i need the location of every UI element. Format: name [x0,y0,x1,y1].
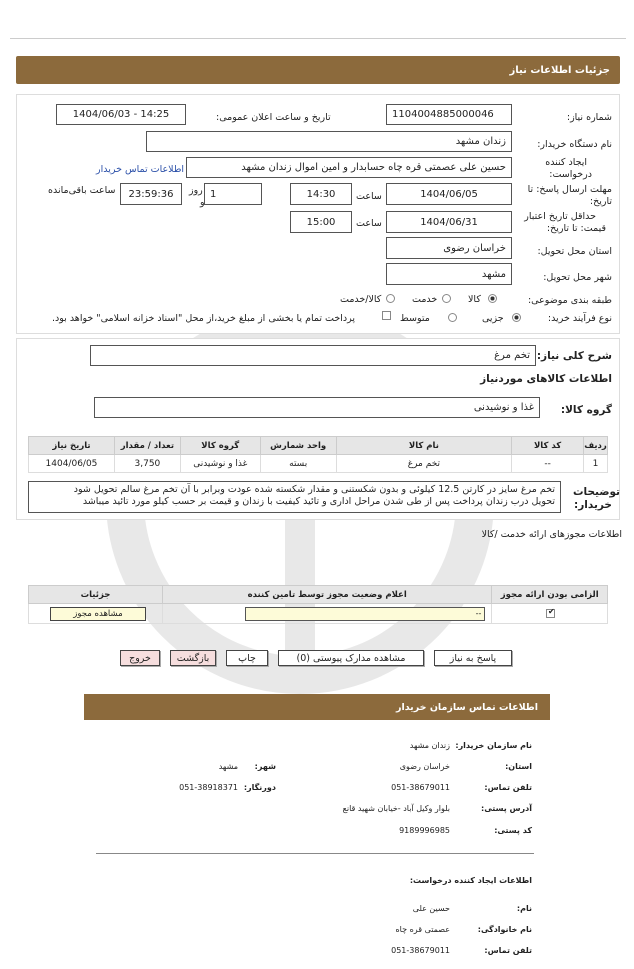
province-field: خراسان رضوی [386,237,512,259]
announce-label: تاریخ و ساعت اعلان عمومی: [216,112,331,123]
deadline-label-2: تاریخ: [589,196,612,207]
days-field: 1 [204,183,262,205]
remaining-time-field: 23:59:36 [120,183,182,205]
creator-label-2: درخواست: [549,169,592,180]
goods-table [28,436,608,473]
contact-org-value: زندان مشهد [409,741,450,750]
col-group: گروه کالا [180,437,260,455]
and-label: و [200,197,205,208]
buyer-notes-label-2: خریدار: [574,499,612,511]
contact-fax-value: 051-38918371 [179,783,238,792]
buyer-notes-line-2: تحویل درب زندان پرداخت پس از طی شدن مراحل اداری و تائید کیفیت با زندان و قیمت بر حسب کیلو مورد تائید میباشد [82,496,555,507]
permit-status-cell [162,604,491,624]
cell-code: -- [512,455,584,473]
validity-time-label: ساعت [356,218,382,229]
table-row [29,604,608,624]
validity-label-1: حداقل تاریخ اعتبار [524,211,596,222]
remaining-label: ساعت باقی‌مانده [48,185,116,196]
process-label: نوع فرآیند خرید: [547,313,612,324]
creator-name-value: حسین علی [412,904,450,913]
page-title: جزئیات اطلاعات نیاز [509,65,610,76]
col-qty: تعداد / مقدار [114,437,180,455]
contact-address-value: بلوار وکیل آباد -خیابان شهید قانع [342,804,450,813]
validity-time-field: 15:00 [290,211,352,233]
goods-group-field: غذا و نوشیدنی [94,397,540,418]
check-mark-icon: ✔ [548,606,555,616]
goods-info-heading: اطلاعات کالاهای موردنیاز [480,373,612,385]
creator-family-label: نام خانوادگی: [477,925,532,934]
cell-name: تخم مرغ [336,455,512,473]
goods-table-header [29,437,608,455]
need-number-field: 1104004885000046 [386,104,512,125]
category-both-label: کالا/خدمت [340,294,382,305]
col-date: تاریخ نیاز [29,437,115,455]
validity-label-2: قیمت: تا تاریخ: [546,223,606,234]
payment-note: پرداخت تمام یا بخشی از مبلغ خرید،از محل "اسناد خزانه اسلامی" خواهد بود. [52,313,355,324]
contact-province-label: استان: [505,762,532,771]
permit-details-cell [29,604,163,624]
permits-heading: اطلاعات مجوزهای ارائه خدمت /کالا [481,529,622,540]
validity-date-field: 1404/06/31 [386,211,512,233]
contact-header-title: اطلاعات تماس سازمان خریدار [395,702,538,713]
contact-postal-label: کد پستی: [494,826,532,835]
creator-family-value: عصمتی قره چاه [395,925,450,934]
province-label: استان محل تحویل: [537,246,612,257]
col-permit-details: جزئیات [29,586,163,604]
top-divider [10,38,626,39]
city-field: مشهد [386,263,512,285]
col-permit-required: الزامی بودن ارائه مجوز [492,586,608,604]
goods-group-label: گروه کالا: [560,404,612,416]
contact-postal-value: 9189996985 [399,826,450,835]
col-unit: واحد شمارش [260,437,336,455]
exit-button[interactable]: خروج [120,650,160,666]
permit-required-cell [492,604,608,624]
contact-phone-label: تلفن تماس: [484,783,532,792]
city-label: شهر محل تحویل: [543,272,612,283]
process-medium-label: متوسط [400,313,430,324]
contact-org-label: نام سازمان خریدار: [455,741,532,750]
category-both-radio[interactable] [386,294,395,303]
payment-treasury-checkbox[interactable] [382,311,391,320]
col-name: نام کالا [336,437,512,455]
contact-divider [96,853,534,854]
view-permit-button[interactable]: مشاهده مجوز [50,607,146,621]
cell-date: 1404/06/05 [29,455,115,473]
category-label: طبقه بندی موضوعی: [527,295,612,306]
process-medium-radio[interactable] [448,313,457,322]
category-service-radio[interactable] [442,294,451,303]
contact-header [84,694,550,720]
cell-group: غذا و نوشیدنی [180,455,260,473]
permits-table [28,585,608,624]
buyer-org-field: زندان مشهد [146,131,512,152]
buyer-notes-box [28,481,561,513]
contact-city-label: شهر: [254,762,276,771]
buyer-org-label: نام دستگاه خریدار: [537,139,612,150]
deadline-time-label: ساعت [356,191,382,202]
creator-phone-label: تلفن تماس: [484,946,532,955]
permit-status-field[interactable]: -- [245,607,485,621]
category-service-label: خدمت [412,294,438,305]
contact-province-value: خراسان رضوی [399,762,450,771]
deadline-label-1: مهلت ارسال پاسخ: تا [527,184,612,195]
print-button[interactable]: چاپ [226,650,268,666]
creator-label-1: ایجاد کننده [545,157,587,168]
contact-phone-value: 051-38679011 [391,783,450,792]
col-permit-status: اعلام وضعیت مجوز توسط تامین کننده [162,586,491,604]
summary-field: تخم مرغ [90,345,536,366]
buyer-notes-line-1: تخم مرغ سایز در کارتن 12.5 کیلوئی و بدون شکستنی و مقدار شکسته شده عودت وبرابر با آن تخم مرغ سالم تحویل شود [73,484,555,495]
back-button[interactable]: بازگشت [170,650,216,666]
col-code: کد کالا [512,437,584,455]
category-goods-label: کالا [468,294,481,305]
creator-name-label: نام: [516,904,532,913]
contact-fax-label: دورنگار: [243,783,276,792]
col-row: ردیف [584,437,608,455]
deadline-time-field: 14:30 [290,183,352,205]
deadline-date-field: 1404/06/05 [386,183,512,205]
creator-phone-value: 051-38679011 [391,946,450,955]
permit-required-checkbox[interactable] [546,606,555,618]
days-label: روز [189,185,203,196]
contact-city-value: مشهد [218,762,238,771]
summary-label: شرح کلی نیاز: [536,350,612,362]
need-number-label: شماره نیاز: [566,112,612,123]
creator-info-heading: اطلاعات ایجاد کننده درخواست: [409,876,532,885]
page-header [16,56,620,84]
view-attachments-button[interactable]: مشاهده مدارک پیوستی (0) [278,650,424,666]
announce-field: 1404/06/03 - 14:25 [56,104,186,125]
category-goods-radio[interactable] [488,294,497,303]
buyer-contact-link[interactable]: اطلاعات تماس خریدار [96,164,185,175]
cell-unit: بسته [260,455,336,473]
cell-qty: 3,750 [114,455,180,473]
table-row [29,455,608,473]
contact-address-label: آدرس پستی: [481,804,532,813]
creator-field: حسین علی عصمتی قره چاه حسابدار و امین اموال زندان مشهد [186,157,512,178]
process-partial-label: جزیی [482,313,504,324]
reply-button[interactable]: پاسخ به نیاز [434,650,512,666]
process-partial-radio[interactable] [512,313,521,322]
buyer-notes-label-1: توضیحات [572,486,620,498]
cell-row: 1 [584,455,608,473]
permits-table-header [29,586,608,604]
